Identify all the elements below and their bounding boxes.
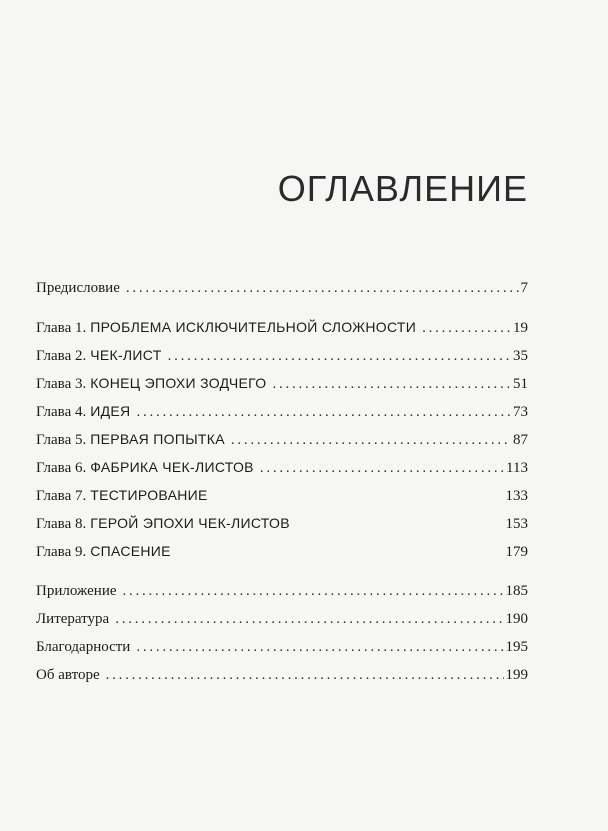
toc-page-number: 185 [505, 583, 528, 599]
toc-entry-label: Литература [36, 611, 110, 627]
toc-entry-label: Об авторе [36, 667, 100, 683]
toc-entry-chapter-9 [36, 543, 528, 565]
toc-page-number: 19 [513, 320, 528, 336]
toc-leader-dots [115, 611, 503, 628]
toc-entry-appendix [36, 583, 528, 605]
toc-leader-dots [231, 432, 511, 449]
chapter-title: КОНЕЦ ЭПОХИ ЗОДЧЕГО [90, 375, 267, 391]
chapter-prefix: Глава 5. [36, 432, 87, 448]
toc-page-number: 87 [513, 432, 528, 448]
toc-page-number: 73 [513, 404, 528, 420]
chapter-prefix: Глава 1. [36, 320, 87, 336]
chapter-title: ТЕСТИРОВАНИЕ [90, 487, 208, 503]
chapter-prefix: Глава 4. [36, 404, 87, 420]
toc-entry-about-author [36, 667, 528, 689]
toc-page-number: 199 [505, 667, 528, 683]
chapter-prefix: Глава 7. [36, 488, 87, 504]
toc-entry-preface [36, 280, 528, 302]
chapter-title: ПРОБЛЕМА ИСКЛЮЧИТЕЛЬНОЙ СЛОЖНОСТИ [90, 319, 417, 335]
page-title: ОГЛАВЛЕНИЕ [277, 168, 528, 209]
toc-leader-dots [168, 348, 511, 365]
chapter-prefix: Глава 3. [36, 376, 87, 392]
toc-page-number: 179 [505, 544, 528, 560]
toc-entry-chapter-4 [36, 403, 528, 425]
toc-page-number: 133 [505, 488, 528, 504]
toc-page-number: 113 [506, 460, 528, 476]
toc-page-number: 190 [505, 611, 528, 627]
toc-entry-chapter-7 [36, 487, 528, 509]
toc-leader-dots [126, 280, 519, 297]
toc-leader-dots [123, 583, 504, 600]
chapter-title: ГЕРОЙ ЭПОХИ ЧЕК-ЛИСТОВ [90, 515, 290, 531]
toc-leader-dots [260, 460, 504, 477]
toc-entry-chapter-5 [36, 431, 528, 453]
chapter-prefix: Глава 9. [36, 544, 87, 560]
chapter-title: СПАСЕНИЕ [90, 543, 171, 559]
toc-leader-dots [422, 320, 511, 337]
toc-page-number: 153 [505, 516, 528, 532]
toc-entry-label: Благодарности [36, 639, 131, 655]
toc-entry-chapter-6 [36, 459, 528, 481]
chapter-prefix: Глава 2. [36, 348, 87, 364]
toc-entry-acknowledgements [36, 639, 528, 661]
toc-leader-dots [272, 376, 511, 393]
chapter-title: ФАБРИКА ЧЕК-ЛИСТОВ [90, 459, 254, 475]
chapter-title: ПЕРВАЯ ПОПЫТКА [90, 431, 225, 447]
toc-page-number: 35 [513, 348, 528, 364]
toc-leader-dots [136, 639, 503, 656]
chapter-title: ИДЕЯ [90, 403, 131, 419]
chapter-prefix: Глава 8. [36, 516, 87, 532]
toc-entry-bibliography [36, 611, 528, 633]
toc-entry-label: Приложение [36, 583, 117, 599]
toc-entry-chapter-1 [36, 319, 528, 341]
toc-page-number: 51 [513, 376, 528, 392]
toc-page-number: 7 [520, 280, 528, 296]
chapter-title: ЧЕК-ЛИСТ [90, 347, 162, 363]
toc-leader-dots [136, 404, 511, 421]
toc-entry-chapter-2 [36, 347, 528, 369]
toc-entry-chapter-3 [36, 375, 528, 397]
chapter-prefix: Глава 6. [36, 460, 87, 476]
toc-entry-chapter-8 [36, 515, 528, 537]
toc-leader-dots [106, 667, 504, 684]
toc-page-number: 195 [505, 639, 528, 655]
toc-entry-label: Предисловие [36, 280, 120, 296]
